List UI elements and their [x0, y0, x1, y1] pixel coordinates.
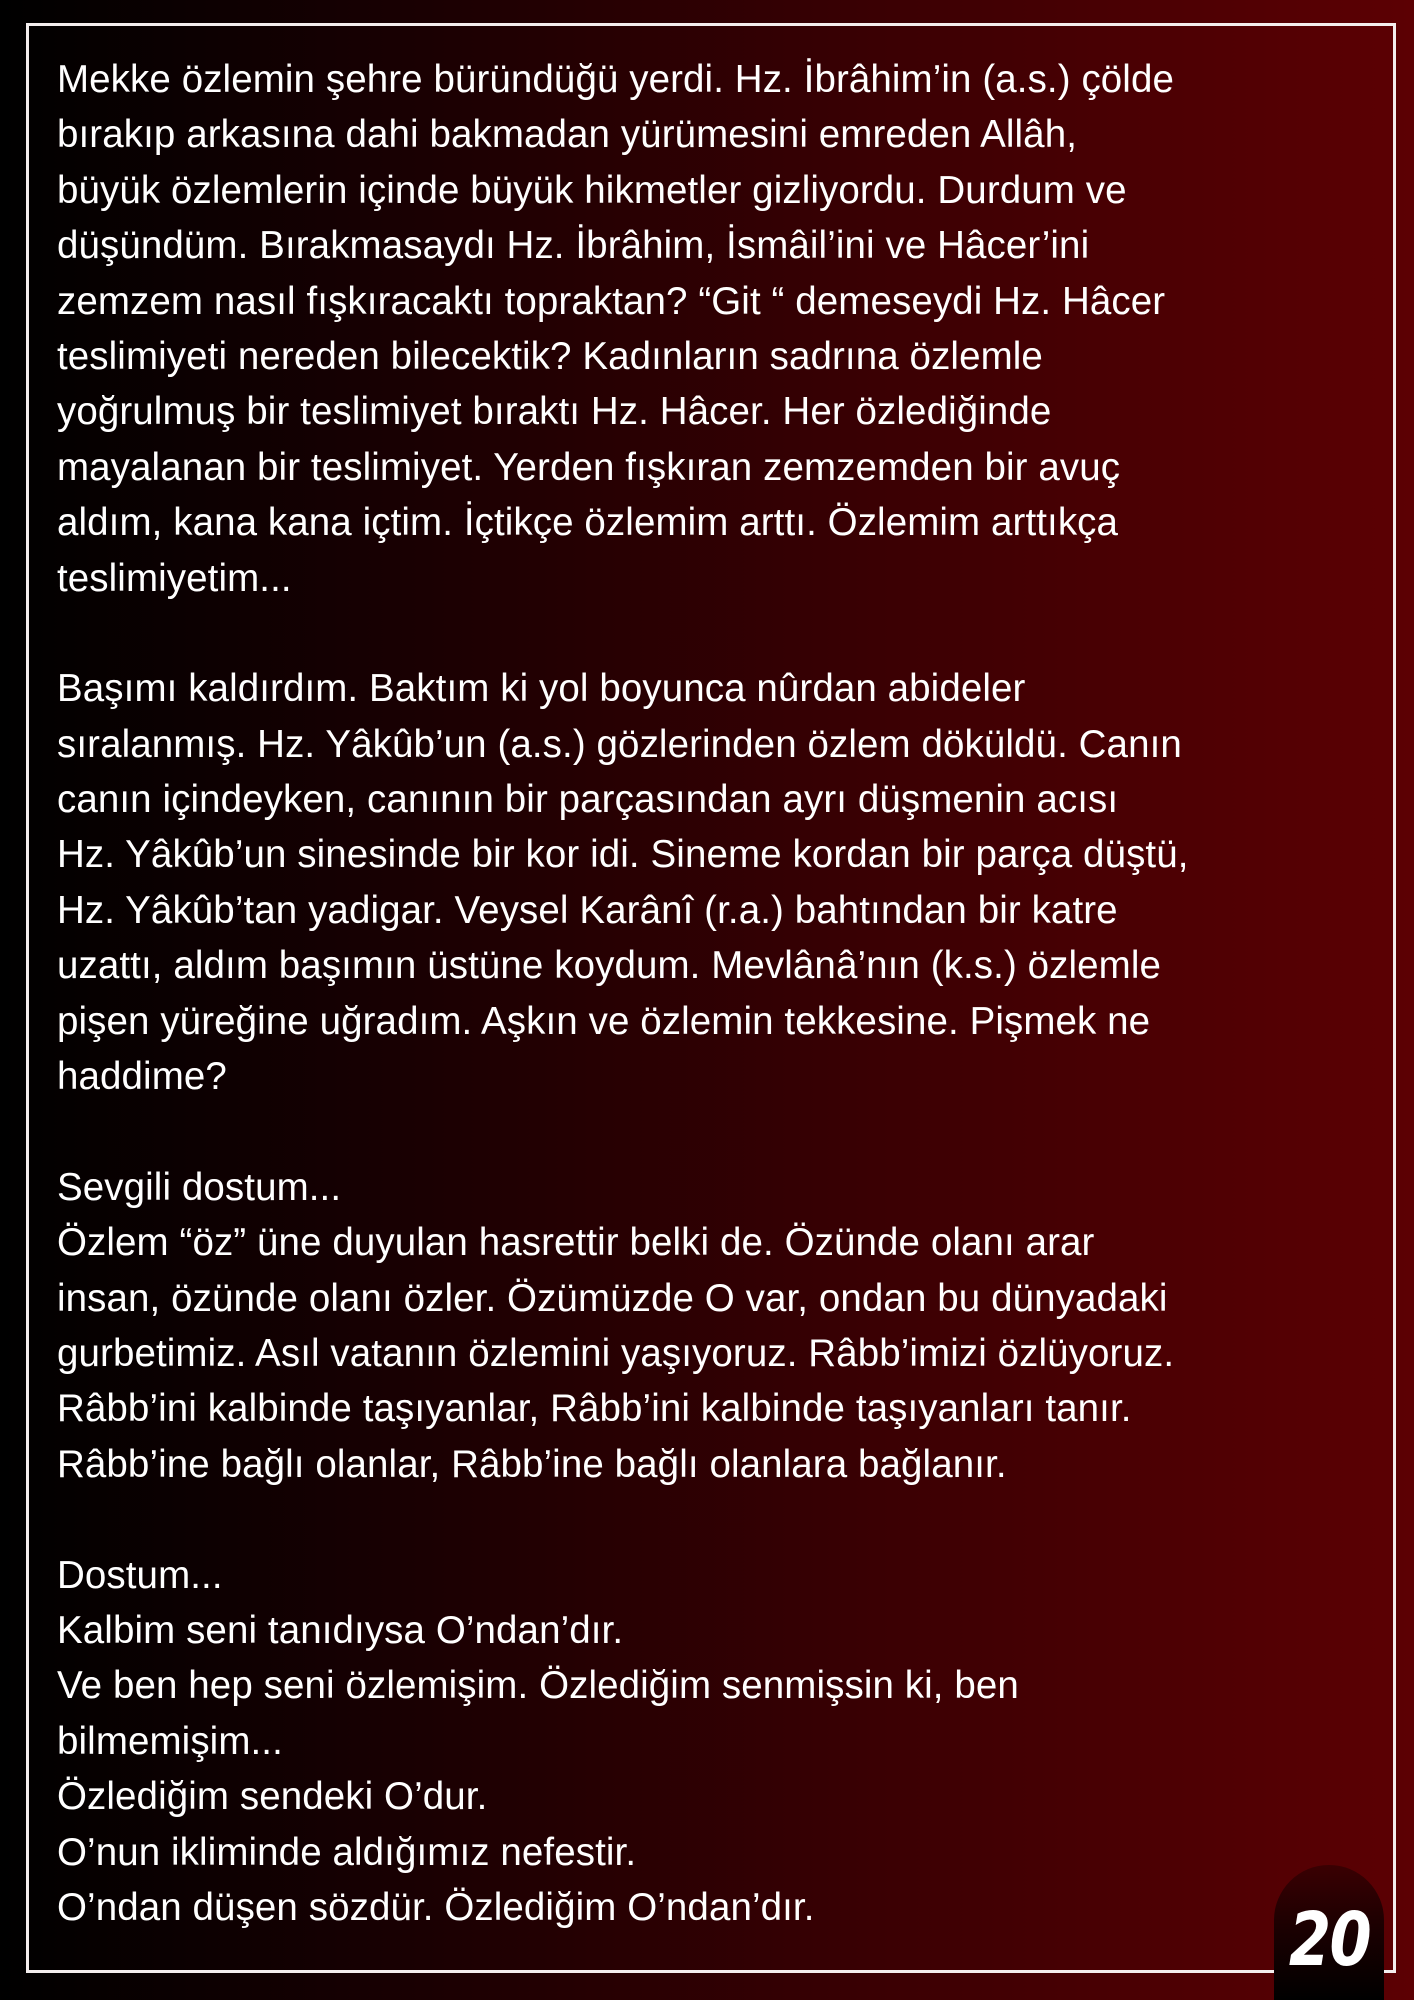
- text-line: Sevgili dostum...: [57, 1165, 342, 1209]
- text-line: Hz. Yâkûb’un sinesinde bir kor idi. Sineme kordan bir parça düştü,: [57, 833, 1189, 877]
- paragraph-2: [57, 661, 1357, 1104]
- body-text: [57, 52, 1357, 1935]
- text-line: insan, özünde olanı özler. Özümüzde O var, ondan bu dünyadaki: [57, 1276, 1168, 1320]
- text-line: canın içindeyken, canının bir parçasından ayrı düşmenin acısı: [57, 778, 1119, 822]
- text-line: teslimiyeti nereden bilecektik? Kadınların sadrına özlemle: [57, 334, 1043, 378]
- text-line: gurbetimiz. Asıl vatanın özlemini yaşıyoruz. Râbb’imizi özlüyoruz.: [57, 1331, 1175, 1375]
- text-line: Râbb’ine bağlı olanlar, Râbb’ine bağlı olanlara bağlanır.: [57, 1442, 1007, 1486]
- text-line: Râbb’ini kalbinde taşıyanlar, Râbb’ini kalbinde taşıyanları tanır.: [57, 1387, 1132, 1431]
- page-number-badge: [1274, 1865, 1384, 2000]
- text-line: Özlediğim sendeki O’dur.: [57, 1775, 488, 1819]
- text-line: bırakıp arkasına dahi bakmadan yürümesini emreden Allâh,: [57, 113, 1078, 157]
- text-line: düşündüm. Bırakmasaydı Hz. İbrâhim, İsmâil’ini ve Hâcer’ini: [57, 224, 1090, 268]
- paragraph-3: [57, 1160, 1357, 1492]
- text-line: sıralanmış. Hz. Yâkûb’un (a.s.) gözlerinden özlem döküldü. Canın: [57, 722, 1182, 766]
- text-line: haddime?: [57, 1055, 227, 1099]
- text-line: Mekke özlemin şehre büründüğü yerdi. Hz. İbrâhim’in (a.s.) çölde: [57, 58, 1174, 101]
- text-line: pişen yüreğine uğradım. Aşkın ve özlemin tekkesine. Pişmek ne: [57, 999, 1151, 1043]
- paragraph-1: [57, 52, 1357, 606]
- text-line: O’ndan düşen sözdür. Özlediğim O’ndan’dır.: [57, 1885, 815, 1929]
- text-line: mayalanan bir teslimiyet. Yerden fışkıran zemzemden bir avuç: [57, 445, 1121, 489]
- text-line: Hz. Yâkûb’tan yadigar. Veysel Karânî (r.a.) bahtından bir katre: [57, 888, 1118, 932]
- paragraph-spacer: [57, 606, 1357, 661]
- text-line: teslimiyetim...: [57, 556, 292, 600]
- text-line: Ve ben hep seni özlemişim. Özlediğim senmişsin ki, ben: [57, 1664, 1019, 1708]
- text-line: büyük özlemlerin içinde büyük hikmetler gizliyordu. Durdum ve: [57, 168, 1127, 212]
- page-number: 20: [1288, 1897, 1370, 1983]
- text-line: O’nun ikliminde aldığımız nefestir.: [57, 1830, 637, 1874]
- text-line: Başımı kaldırdım. Baktım ki yol boyunca nûrdan abideler: [57, 667, 1026, 711]
- text-line: yoğrulmuş bir teslimiyet bıraktı Hz. Hâcer. Her özlediğinde: [57, 390, 1052, 434]
- text-line: aldım, kana kana içtim. İçtikçe özlemim arttı. Özlemim arttıkça: [57, 501, 1119, 545]
- paragraph-spacer: [57, 1104, 1357, 1159]
- text-line: bilmemişim...: [57, 1719, 283, 1763]
- text-line: Dostum...: [57, 1553, 223, 1597]
- paragraph-4: [57, 1548, 1357, 1936]
- text-line: uzattı, aldım başımın üstüne koydum. Mevlânâ’nın (k.s.) özlemle: [57, 944, 1162, 988]
- text-line: Kalbim seni tanıdıysa O’ndan’dır.: [57, 1608, 624, 1652]
- text-line: Özlem “öz” üne duyulan hasrettir belki de. Özünde olanı arar: [57, 1221, 1095, 1265]
- paragraph-spacer: [57, 1492, 1357, 1547]
- text-line: zemzem nasıl fışkıracaktı topraktan? “Git “ demeseydi Hz. Hâcer: [57, 279, 1166, 323]
